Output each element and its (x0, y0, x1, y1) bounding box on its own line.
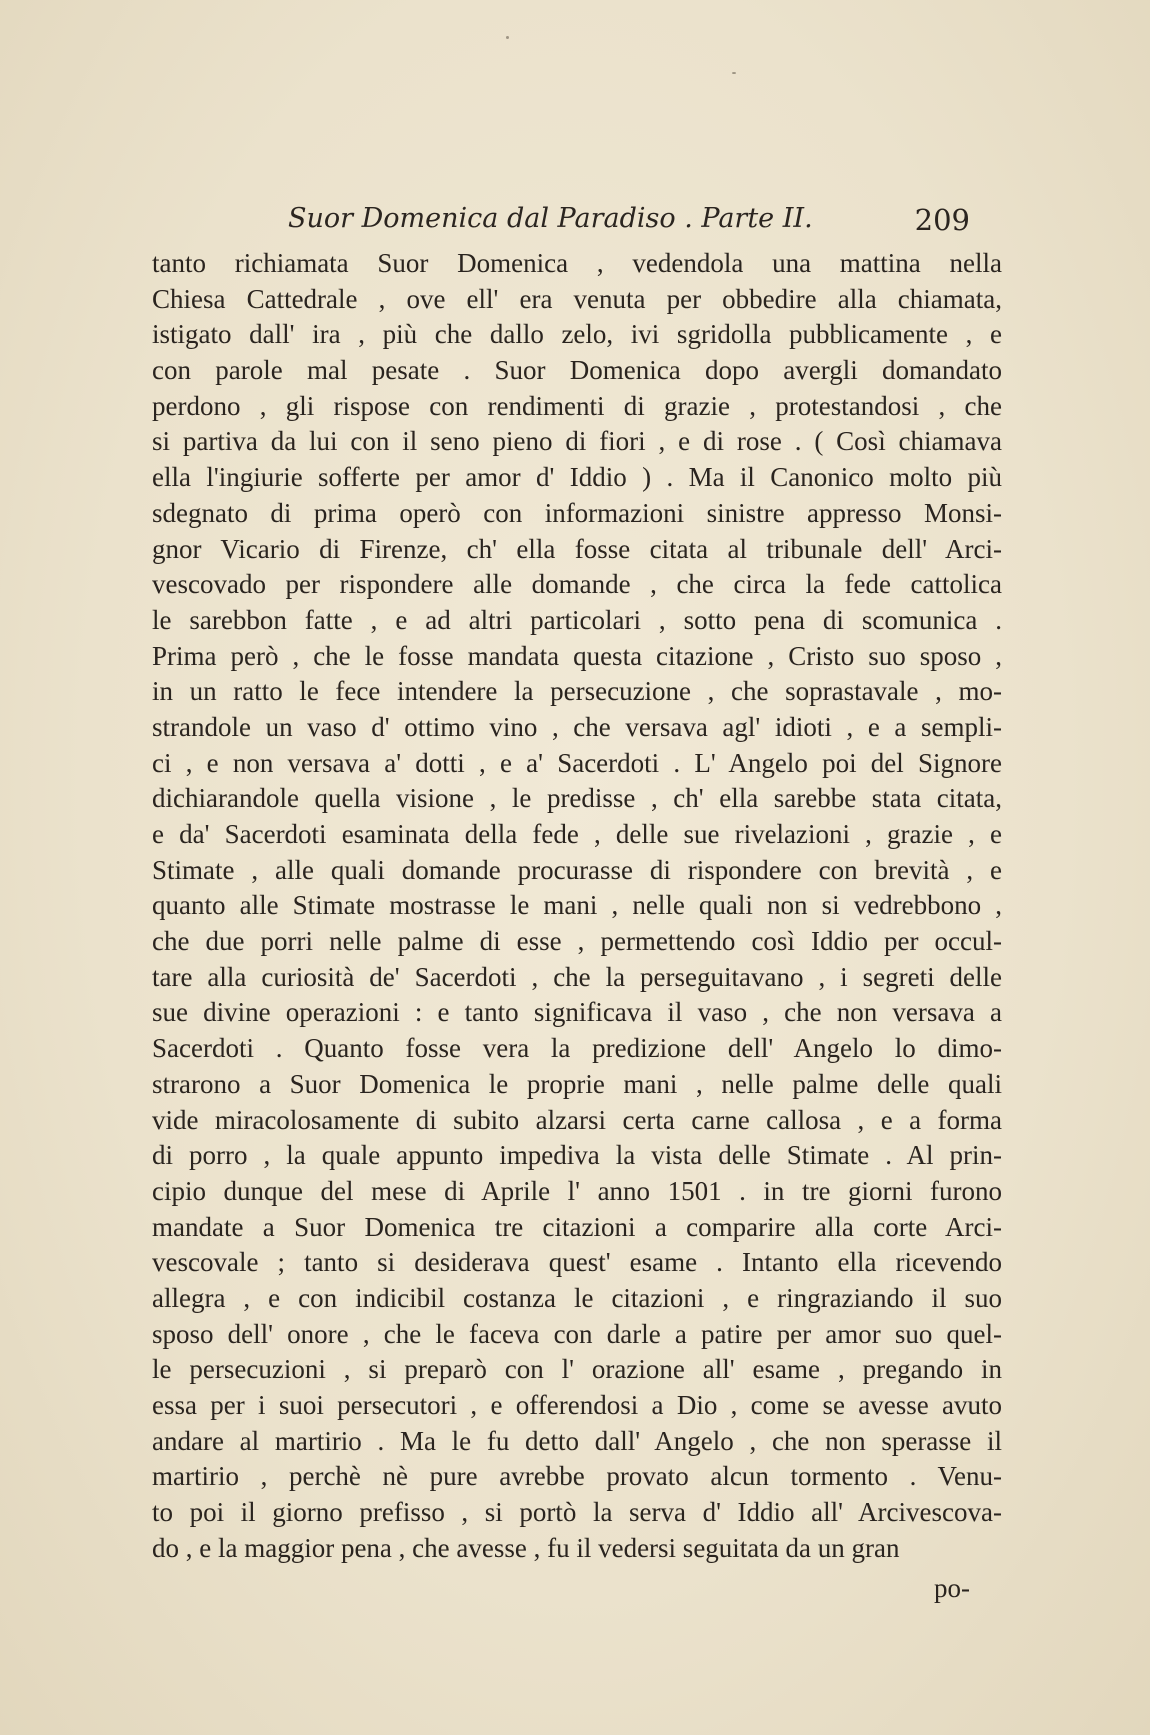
text-line: quanto alle Stimate mostrasse le mani , nelle quali non si vedrebbono , (152, 890, 1002, 921)
text-line: ella l'ingiurie sofferte per amor d' Iddio ) . Ma il Canonico molto più (152, 462, 1002, 493)
catchword: po- (934, 1573, 970, 1603)
text-line: essa per i suoi persecutori , e offerendosi a Dio , come se avesse avuto (152, 1390, 1002, 1420)
text-line: allegra , e con indicibil costanza le citazioni , e ringraziando il suo (152, 1282, 1002, 1313)
text-line: con parole mal pesate . Suor Domenica dopo avergli domandato (152, 355, 1002, 386)
body-text (152, 246, 1002, 1566)
text-line: dichiarandole quella visione , le predisse , ch' ella sarebbe stata citata, (152, 783, 1002, 814)
text-line: ci , e non versava a' dotti , e a' Sacerdoti . L' Angelo poi del Signore (152, 747, 1002, 778)
text-line: gnor Vicario di Firenze, ch' ella fosse citata al tribunale dell' Arci- (152, 533, 1002, 564)
text-line: Sacerdoti . Quanto fosse vera la predizione dell' Angelo lo dimo- (152, 1033, 1002, 1064)
text-line: e da' Sacerdoti esaminata della fede , delle sue rivelazioni , grazie , e (152, 819, 1002, 849)
text-line: le sarebbon fatte , e ad altri particolari , sotto pena di scomunica . (152, 604, 1002, 635)
text-line: do , e la maggior pena , che avesse , fu il vedersi seguitata da un gran (152, 1532, 900, 1563)
text-line: sue divine operazioni : e tanto significava il vaso , che non versava a (152, 997, 1002, 1028)
text-line: strarono a Suor Domenica le proprie mani , nelle palme delle quali (152, 1068, 1002, 1099)
paper-speck (732, 72, 736, 74)
text-line: cipio dunque del mese di Aprile l' anno 1501 . in tre giorni furono (152, 1175, 1002, 1206)
text-line: che due porri nelle palme di esse , permettendo così Iddio per occul- (152, 926, 1002, 957)
running-title: Suor Domenica dal Paradiso . Parte II. (288, 203, 813, 234)
text-line: strandole un vaso d' ottimo vino , che versava agl' idioti , e a sempli- (152, 711, 1002, 742)
text-line: Chiesa Cattedrale , ove ell' era venuta per obbedire alla chiamata, (152, 283, 1002, 314)
text-line: vescovale ; tanto si desiderava quest' esame . Intanto ella ricevendo (152, 1247, 1002, 1278)
paper-speck (506, 36, 509, 39)
text-line: Prima però , che le fosse mandata questa citazione , Cristo suo sposo , (152, 640, 1002, 671)
text-line: to poi il giorno prefisso , si portò la serva d' Iddio all' Arcivescova- (152, 1497, 1002, 1528)
text-line: in un ratto le fece intendere la persecuzione , che soprastavale , mo- (152, 676, 1002, 707)
text-line: sposo dell' onore , che le faceva con darle a patire per amor suo quel- (152, 1318, 1002, 1349)
text-line: Stimate , alle quali domande procurasse di rispondere con brevità , e (152, 854, 1002, 885)
running-header (288, 203, 970, 247)
text-line: tanto richiamata Suor Domenica , vedendola una mattina nella (152, 248, 1002, 278)
text-line: di porro , la quale appunto impediva la vista delle Stimate . Al prin- (152, 1140, 1002, 1171)
text-line: vescovado per rispondere alle domande , che circa la fede cattolica (152, 569, 1002, 600)
text-line: le persecuzioni , si preparò con l' orazione all' esame , pregando in (152, 1354, 1002, 1385)
page-number: 209 (914, 203, 970, 237)
text-line: istigato dall' ira , più che dallo zelo, ivi sgridolla pubblicamente , e (152, 319, 1002, 350)
text-line: martirio , perchè nè pure avrebbe provato alcun tormento . Venu- (152, 1461, 1002, 1492)
text-line: mandate a Suor Domenica tre citazioni a comparire alla corte Arci- (152, 1211, 1002, 1242)
text-line: andare al martirio . Ma le fu detto dall' Angelo , che non sperasse il (152, 1425, 1002, 1456)
text-line: vide miracolosamente di subito alzarsi certa carne callosa , e a forma (152, 1104, 1002, 1135)
text-line: tare alla curiosità de' Sacerdoti , che la perseguitavano , i segreti delle (152, 961, 1002, 992)
text-line: perdono , gli rispose con rendimenti di grazie , protestandosi , che (152, 390, 1002, 421)
text-line: sdegnato di prima operò con informazioni sinistre appresso Monsi- (152, 497, 1002, 528)
text-line: si partiva da lui con il seno pieno di fiori , e di rose . ( Così chiamava (152, 426, 1002, 457)
